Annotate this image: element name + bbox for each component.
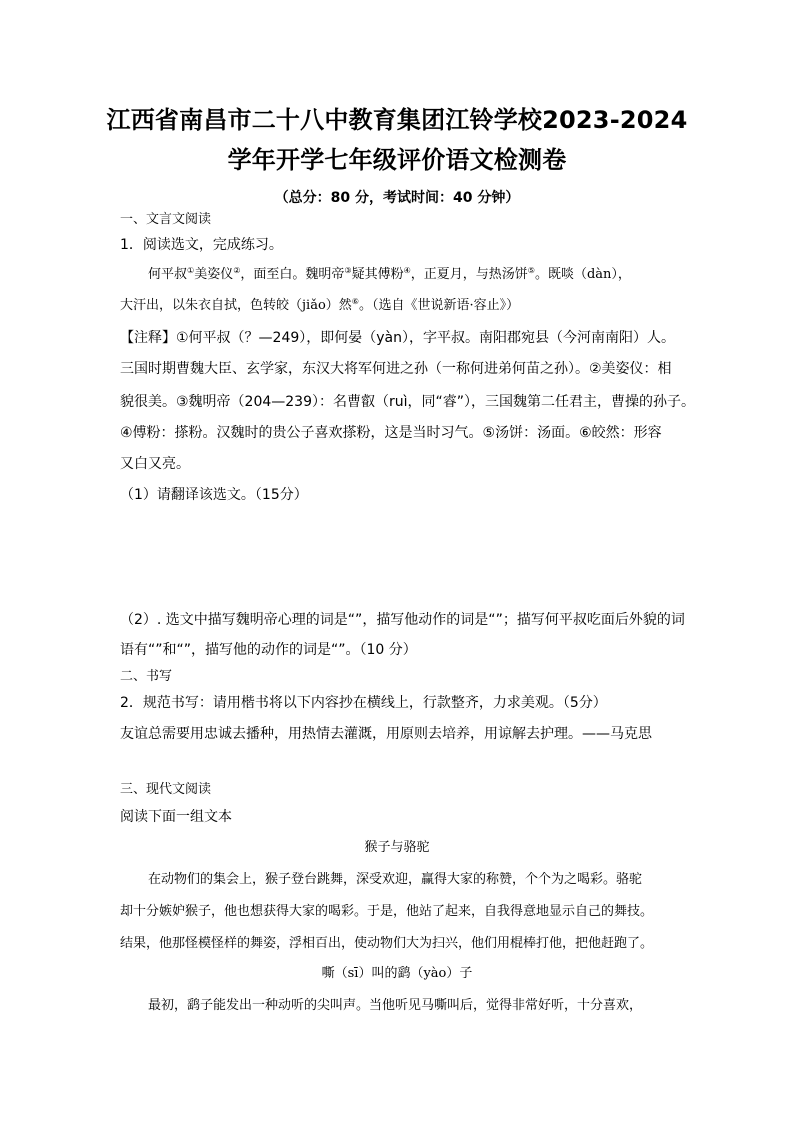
passage-line-2: 大汗出，以朱衣自拭，色转皎（jiǎo）然⑥。（选自《世说新语·容止》）: [120, 297, 520, 313]
story-1-line: 结果，他那怪模怪样的舞姿，浮相百出，使动物们大为扫兴，他们用棍棒打他，把他赶跑了。: [120, 936, 654, 951]
story-1-line: 在动物们的集会上，猴子登台跳舞，深受欢迎，赢得大家的称赞，个个为之喝彩。骆驼: [148, 872, 643, 887]
story-1-line: 却十分嫉妒猴子，他也想获得大家的喝彩。于是，他站了起来，自我得意地显示自己的舞技。: [120, 904, 654, 919]
question-1-sub-2-line-2: 语有“”和“”，描写他的动作的词是“”。（10 分）: [120, 642, 417, 658]
question-1-prompt: 1．阅读选文，完成练习。: [120, 237, 283, 253]
notes-line: 又白又亮。: [120, 456, 190, 472]
story-1-title: 猴子与骆驼: [364, 840, 430, 855]
question-1-sub-1: （1）请翻译该选文。（15分）: [120, 487, 308, 503]
notes-line: 【注释】①何平叔（？—249），即何晏（yàn），字平叔。南阳郡宛县（今河南南阳）人。: [120, 330, 676, 346]
document-title-line-1: 江西省南昌市二十八中教育集团江铃学校2023-2024: [106, 106, 688, 134]
question-2-prompt: 2．规范书写：请用楷书将以下内容抄在横线上，行款整齐，力求美观。（5分）: [120, 695, 607, 711]
section-3-prompt: 阅读下面一组文本: [120, 809, 232, 825]
question-2-quote: 友谊总需要用忠诚去播种，用热情去灌溉，用原则去培养，用谅解去护理。——马克思: [120, 726, 652, 742]
story-2-title: 嘶（sī）叫的鹞（yào）子: [321, 966, 473, 981]
passage-line-1: 何平叔①美姿仪②，面至白。魏明帝③疑其傅粉④，正夏月，与热汤饼⑤。既啖（dàn），: [148, 266, 631, 282]
question-1-sub-2-line-1: （2）. 选文中描写魏明帝心理的词是“”，描写他动作的词是“”；描写何平叔吃面后外貌的词: [120, 612, 685, 628]
exam-meta: （总分：80 分，考试时间：40 分钟）: [274, 190, 520, 206]
section-2-heading: 二、书写: [120, 669, 173, 684]
notes-line: 貌很美。③魏明帝（204—239）：名曹叡（ruì，同“睿”），三国魏第二任君主，曹操的孙子。: [120, 394, 696, 410]
story-2-line: 最初，鹞子能发出一种动听的尖叫声。当他听见马嘶叫后，觉得非常好听，十分喜欢，: [148, 998, 643, 1013]
section-1-heading: 一、文言文阅读: [120, 212, 212, 227]
document-title-line-2: 学年开学七年级评价语文检测卷: [227, 146, 567, 174]
section-3-heading: 三、现代文阅读: [120, 782, 212, 797]
notes-line: ④傅粉：搽粉。汉魏时的贵公子喜欢搽粉，这是当时习气。⑤汤饼：汤面。⑥皎然：形容: [120, 425, 662, 441]
notes-line: 三国时期曹魏大臣、玄学家，东汉大将军何进之孙（一称何进弟何苗之孙）。②美姿仪：相: [120, 361, 672, 377]
